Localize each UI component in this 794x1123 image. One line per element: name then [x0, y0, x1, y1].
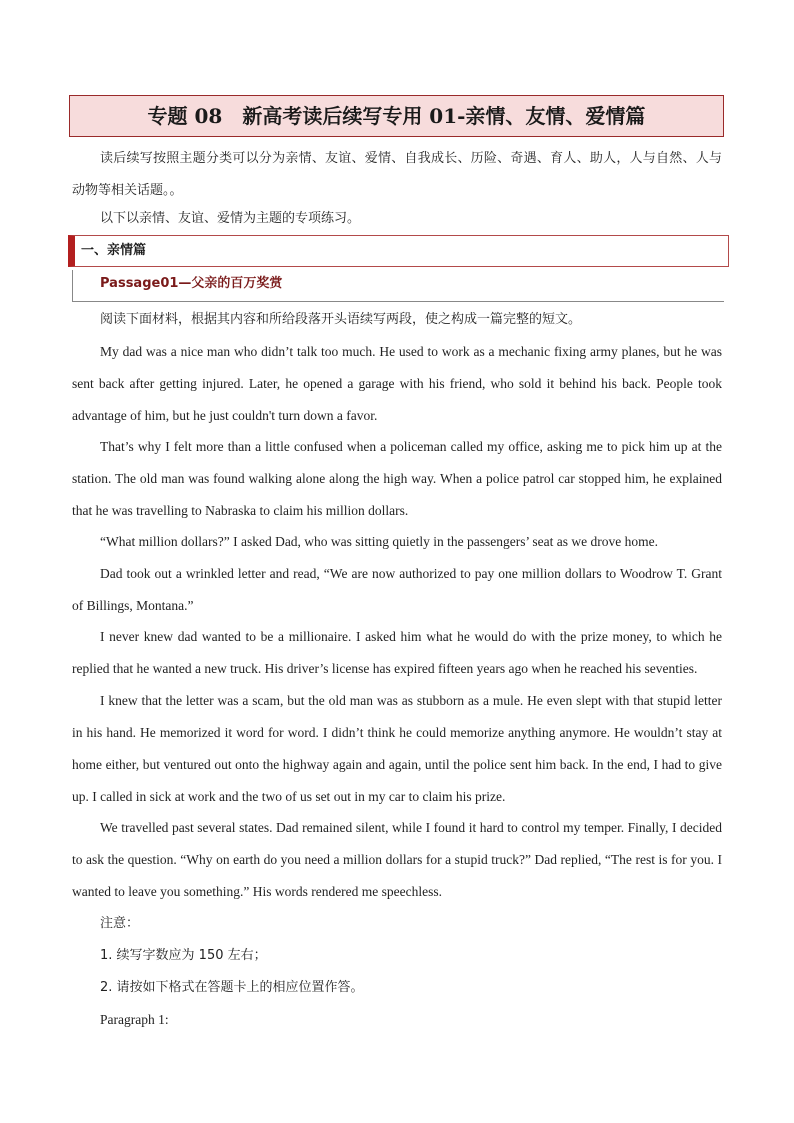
story-paragraph-2: That’s why I felt more than a little confused when a policeman called my office, asking me to pick him up at the station. The old man was found walking alone along the high way. When a police patrol car stopped him, he explained that he was travelling to Nabraska to claim his million dollars.	[72, 439, 722, 518]
note-item-2: 2. 请按如下格式在答题卡上的相应位置作答。	[100, 980, 364, 995]
intro-paragraph-1: 读后续写按照主题分类可以分为亲情、友谊、爱情、自我成长、历险、奇遇、育人、助人，人与自然、人与动物等相关话题。。	[72, 151, 722, 198]
story-paragraph-1: My dad was a nice man who didn’t talk too much. He used to work as a mechanic fixing army planes, but he was sent back after getting injured. Later, he opened a garage with his friend, who sold it behind his back. People took advantage of him, but he just couldn't turn down a favor.	[72, 344, 722, 423]
story-paragraph-4: Dad took out a wrinkled letter and read, “We are now authorized to pay one million dollars to Woodrow T. Grant of Billings, Montana.”	[72, 566, 722, 613]
instruction-text: 阅读下面材料，根据其内容和所给段落开头语续写两段，使之构成一篇完整的短文。	[100, 312, 582, 327]
page-title: 专题 08 新高考读后续写专用 01-亲情、友情、爱情篇	[69, 95, 724, 137]
paragraph-1-label: Paragraph 1:	[100, 1012, 169, 1027]
notes-label: 注意：	[100, 916, 140, 931]
story-paragraph-7: We travelled past several states. Dad remained silent, while I found it hard to control my temper. Finally, I decided to ask the question. “Why on earth do you need a million dollars for a stupid truck?” Dad replied, “The rest is for you. I wanted to leave you something.” His words rendered me speechless.	[72, 820, 722, 899]
story-paragraph-5: I never knew dad wanted to be a millionaire. I asked him what he would do with the prize money, to which he replied that he wanted a new truck. His driver’s license has expired fifteen years ago when he reached his seventies.	[72, 629, 722, 676]
story-paragraph-3: “What million dollars?” I asked Dad, who was sitting quietly in the passengers’ seat as we drove home.	[100, 534, 658, 549]
intro-paragraph-2: 以下以亲情、友谊、爱情为主题的专项练习。	[100, 211, 361, 226]
note-item-1: 1. 续写字数应为 150 左右；	[100, 948, 267, 963]
story-paragraph-6: I knew that the letter was a scam, but the old man was as stubborn as a mule. He even slept with that stupid letter in his hand. He memorized it word for word. I didn’t think he could memorize anything anymore. He wouldn’t stay at home either, but ventured out onto the highway again and again, until the police sent him back. In the end, I had to give up. I called in sick at work and the two of us set out in my car to claim his prize.	[72, 693, 722, 804]
passage-title: Passage01—父亲的百万奖赏	[72, 270, 724, 302]
section-header-family: 一、亲情篇	[68, 235, 729, 267]
